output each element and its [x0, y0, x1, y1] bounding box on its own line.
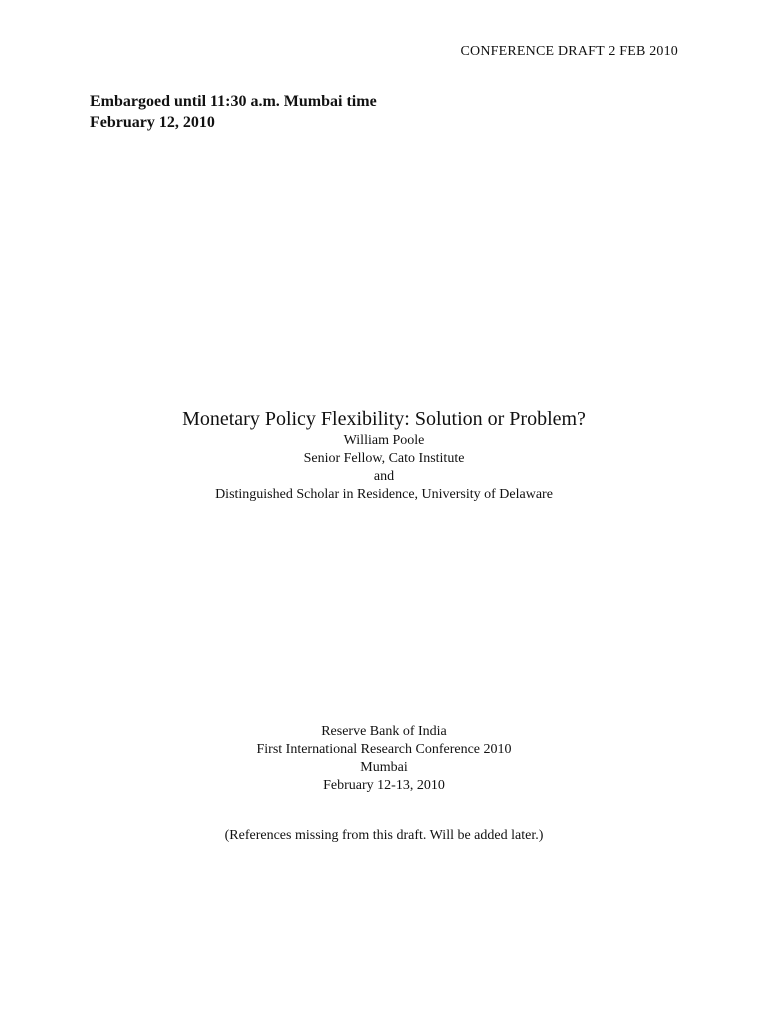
venue-block [0, 723, 768, 795]
embargo-line-time: Embargoed until 11:30 a.m. Mumbai time [90, 93, 377, 110]
draft-label: CONFERENCE DRAFT 2 FEB 2010 [460, 44, 678, 59]
affiliation-conjunction: and [373, 469, 395, 484]
venue-city: Mumbai [360, 760, 408, 775]
paper-title: Monetary Policy Flexibility: Solution or Problem? [182, 408, 586, 430]
title-block [0, 406, 768, 504]
embargo-line-date: February 12, 2010 [90, 114, 215, 131]
draft-note: (References missing from this draft. Will be added later.) [224, 828, 544, 843]
venue-conference: First International Research Conference 2010 [256, 742, 512, 757]
embargo-notice [90, 91, 377, 133]
author-affiliation-cato: Senior Fellow, Cato Institute [303, 451, 465, 466]
venue-organization: Reserve Bank of India [321, 724, 447, 739]
venue-dates: February 12-13, 2010 [323, 778, 445, 793]
author-info [0, 432, 768, 504]
author-name: William Poole [343, 433, 425, 448]
author-affiliation-delaware: Distinguished Scholar in Residence, University of Delaware [215, 487, 553, 502]
